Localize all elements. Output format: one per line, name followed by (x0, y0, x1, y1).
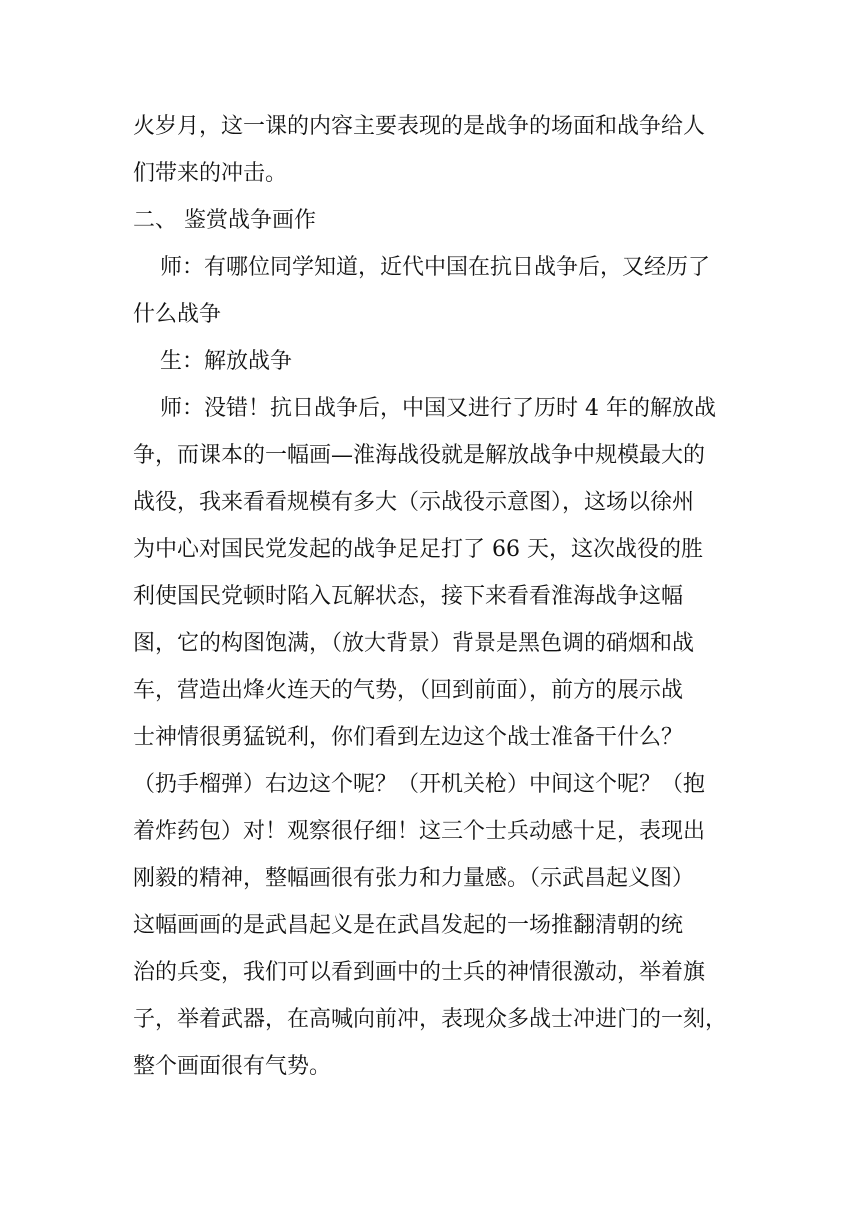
paragraph-line: 图，它的构图饱满，（放大背景）背景是黑色调的硝烟和战 (133, 631, 695, 656)
section-heading: 二、 鉴赏战争画作 (133, 208, 316, 233)
paragraph-line: 为中心对国民党发起的战争足足打了 66 天，这次战役的胜 (133, 537, 703, 562)
paragraph-line: 争，而课本的一幅画—淮海战役就是解放战争中规模最大的 (133, 443, 706, 468)
paragraph-line: 师：有哪位同学知道，近代中国在抗日战争后，又经历了 (160, 255, 711, 280)
paragraph-line: 士神情很勇猛锐利，你们看到左边这个战士准备干什么？ (133, 725, 684, 750)
paragraph-line: 生：解放战争 (160, 349, 293, 374)
paragraph-line: 们带来的冲击。 (133, 161, 288, 186)
paragraph-line: 这幅画画的是武昌起义是在武昌发起的一场推翻清朝的统 (133, 913, 684, 938)
paragraph-line: 子，举着武器，在高喊向前冲，表现众多战士冲进门的一刻， (133, 1007, 728, 1032)
paragraph-line: 车，营造出烽火连天的气势，（回到前面），前方的展示战 (133, 678, 684, 703)
paragraph-line: 师：没错！抗日战争后，中国又进行了历时 4 年的解放战 (160, 396, 716, 421)
paragraph-line: 着炸药包）对！观察很仔细！这三个士兵动感十足，表现出 (133, 819, 706, 844)
paragraph-line: 利使国民党顿时陷入瓦解状态，接下来看看淮海战争这幅 (133, 584, 684, 609)
paragraph-line: 火岁月，这一课的内容主要表现的是战争的场面和战争给人 (133, 114, 706, 139)
paragraph-line: 刚毅的精神，整幅画很有张力和力量感。（示武昌起义图） (133, 866, 695, 891)
paragraph-line: 整个画面很有气势。 (133, 1054, 332, 1079)
paragraph-line: 战役，我来看看规模有多大（示战役示意图），这场以徐州 (133, 490, 695, 515)
paragraph-line: 治的兵变，我们可以看到画中的士兵的神情很激动，举着旗 (133, 960, 706, 985)
paragraph-line: 什么战争 (133, 302, 222, 327)
paragraph-line: （扔手榴弹）右边这个呢？（开机关枪）中间这个呢？（抱 (133, 772, 706, 797)
